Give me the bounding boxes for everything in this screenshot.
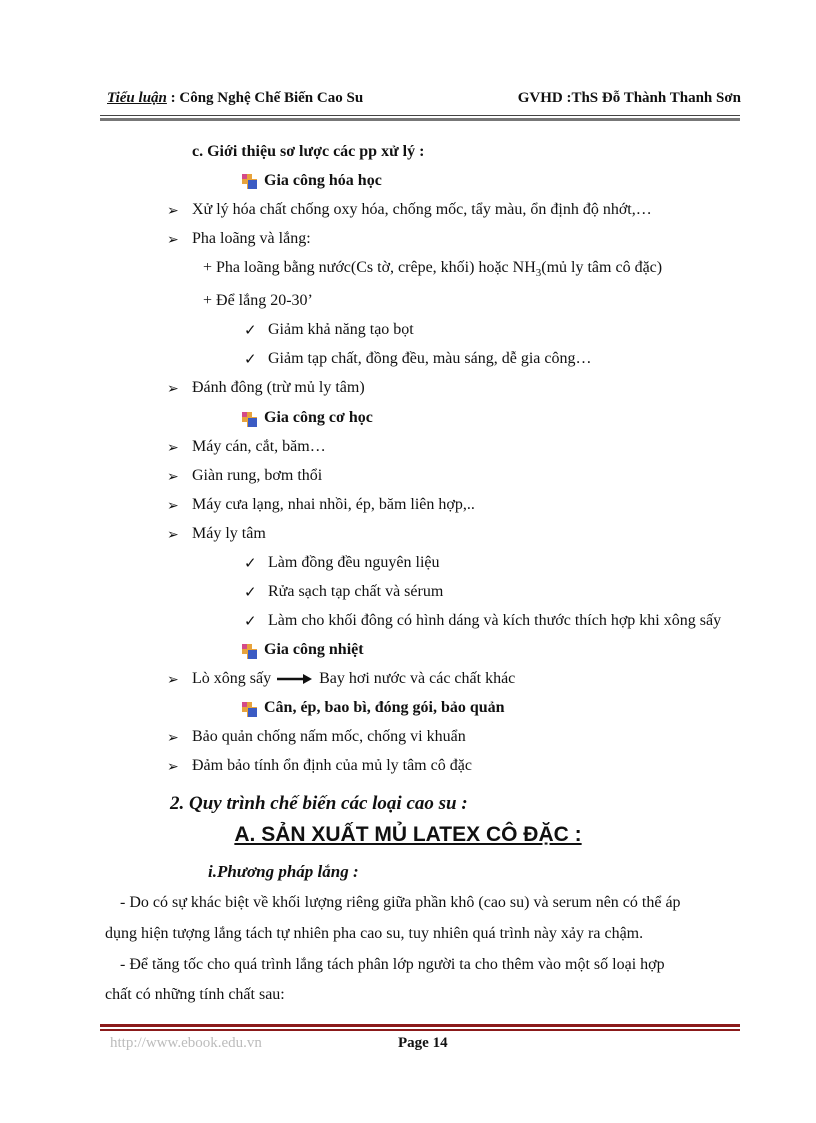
chemical-heading: Gia công hóa học: [264, 172, 382, 189]
header-rule-thin: [100, 115, 740, 116]
diamond-bullet-icon: [241, 173, 258, 190]
packaging-item-2: Đảm bảo tính ổn định của mủ ly tâm cô đặc: [192, 757, 472, 774]
footer-rule-bottom: [100, 1029, 740, 1031]
section-2-title: 2. Quy trình chế biến các loại cao su :: [170, 793, 468, 814]
settling-detail: + Để lắng 20-30’: [203, 292, 313, 309]
subsection-i-title: i.Phương pháp lắng :: [208, 862, 359, 881]
footer-rule-top: [100, 1024, 740, 1027]
packaging-heading: Cân, ép, bao bì, đóng gói, bảo quản: [264, 699, 505, 716]
paragraph-2-line-1: - Để tăng tốc cho quá trình lắng tách phân lớp người ta cho thêm vào một số loại hợp: [120, 956, 665, 973]
chemical-item-3: Đánh đông (trừ mủ ly tâm): [192, 379, 365, 396]
mechanical-check-1: Làm đồng đều nguyên liệu: [268, 554, 440, 571]
thermal-heading: Gia công nhiệt: [264, 641, 364, 658]
arrow-bullet-icon: ➢: [167, 204, 179, 219]
arrow-bullet-icon: ➢: [167, 673, 179, 688]
arrow-bullet-icon: ➢: [167, 499, 179, 514]
paragraph-1-line-2: dụng hiện tượng lắng tách tự nhiên pha cao su, tuy nhiên quá trình này xảy ra chậm.: [105, 925, 644, 942]
dilution-detail: [203, 259, 662, 279]
arrow-bullet-icon: ➢: [167, 760, 179, 775]
mechanical-item-2: Giàn rung, bơm thổi: [192, 467, 323, 484]
thermal-result: Bay hơi nước và các chất khác: [319, 670, 516, 687]
diamond-bullet-icon: [241, 701, 258, 718]
arrow-bullet-icon: ➢: [167, 470, 179, 485]
check-icon: ✓: [244, 556, 257, 572]
dilution-suffix: (mủ ly tâm cô đặc): [541, 259, 663, 276]
header-instructor: GVHD :ThS Đỗ Thành Thanh Sơn: [517, 90, 741, 106]
page-number: Page 14: [398, 1035, 448, 1051]
mechanical-heading: Gia công cơ học: [264, 409, 373, 426]
paragraph-2-line-2: chất có những tính chất sau:: [105, 986, 285, 1003]
packaging-item-1: Bảo quản chống nấm mốc, chống vi khuẩn: [192, 728, 466, 745]
header-label: Tiểu luận: [107, 90, 167, 106]
mechanical-item-3: Máy cưa lạng, nhai nhồi, ép, băm liên hợp,..: [192, 496, 475, 513]
chemical-check-2: Giảm tạp chất, đồng đều, màu sáng, dễ gia công…: [268, 350, 592, 367]
section-a-title: A. SẢN XUẤT MỦ LATEX CÔ ĐẶC :: [234, 823, 582, 846]
diamond-bullet-icon: [241, 411, 258, 428]
header-left: [107, 90, 363, 107]
check-icon: ✓: [244, 585, 257, 601]
dilution-text: + Pha loãng bằng nước(Cs tờ, crêpe, khối) hoặc NH: [203, 259, 536, 276]
mechanical-item-4: Máy ly tâm: [192, 525, 266, 542]
diamond-bullet-icon: [241, 643, 258, 660]
arrow-bullet-icon: ➢: [167, 731, 179, 746]
check-icon: ✓: [244, 352, 257, 368]
check-icon: ✓: [244, 323, 257, 339]
arrow-bullet-icon: ➢: [167, 528, 179, 543]
paragraph-1-line-1: - Do có sự khác biệt về khối lượng riêng giữa phần khô (cao su) và serum nên có thể áp: [120, 894, 681, 911]
arrow-bullet-icon: ➢: [167, 382, 179, 397]
arrow-bullet-icon: ➢: [167, 441, 179, 456]
mechanical-check-3: Làm cho khối đông có hình dáng và kích thước thích hợp khi xông sấy: [268, 612, 722, 629]
chemical-check-1: Giảm khả năng tạo bọt: [268, 321, 414, 338]
chemical-item-1: Xử lý hóa chất chống oxy hóa, chống mốc, tẩy màu, ổn định độ nhớt,…: [192, 201, 652, 218]
section-c-title: c. Giới thiệu sơ lược các pp xử lý :: [192, 143, 425, 160]
mechanical-item-1: Máy cán, cắt, băm…: [192, 438, 326, 455]
dilution-subscript: 3: [535, 267, 542, 280]
header-title: : Công Nghệ Chế Biến Cao Su: [166, 90, 364, 106]
arrow-bullet-icon: ➢: [167, 233, 179, 248]
thermal-item-1: [192, 670, 515, 688]
header-rule-thick: [100, 118, 740, 121]
right-arrow-icon: [277, 673, 313, 685]
chemical-item-2: Pha loãng và lắng:: [192, 230, 311, 247]
mechanical-check-2: Rửa sạch tạp chất và sérum: [268, 583, 444, 600]
thermal-source: Lò xông sấy: [192, 670, 272, 687]
footer-url[interactable]: http://www.ebook.edu.vn: [110, 1035, 262, 1051]
check-icon: ✓: [244, 614, 257, 630]
